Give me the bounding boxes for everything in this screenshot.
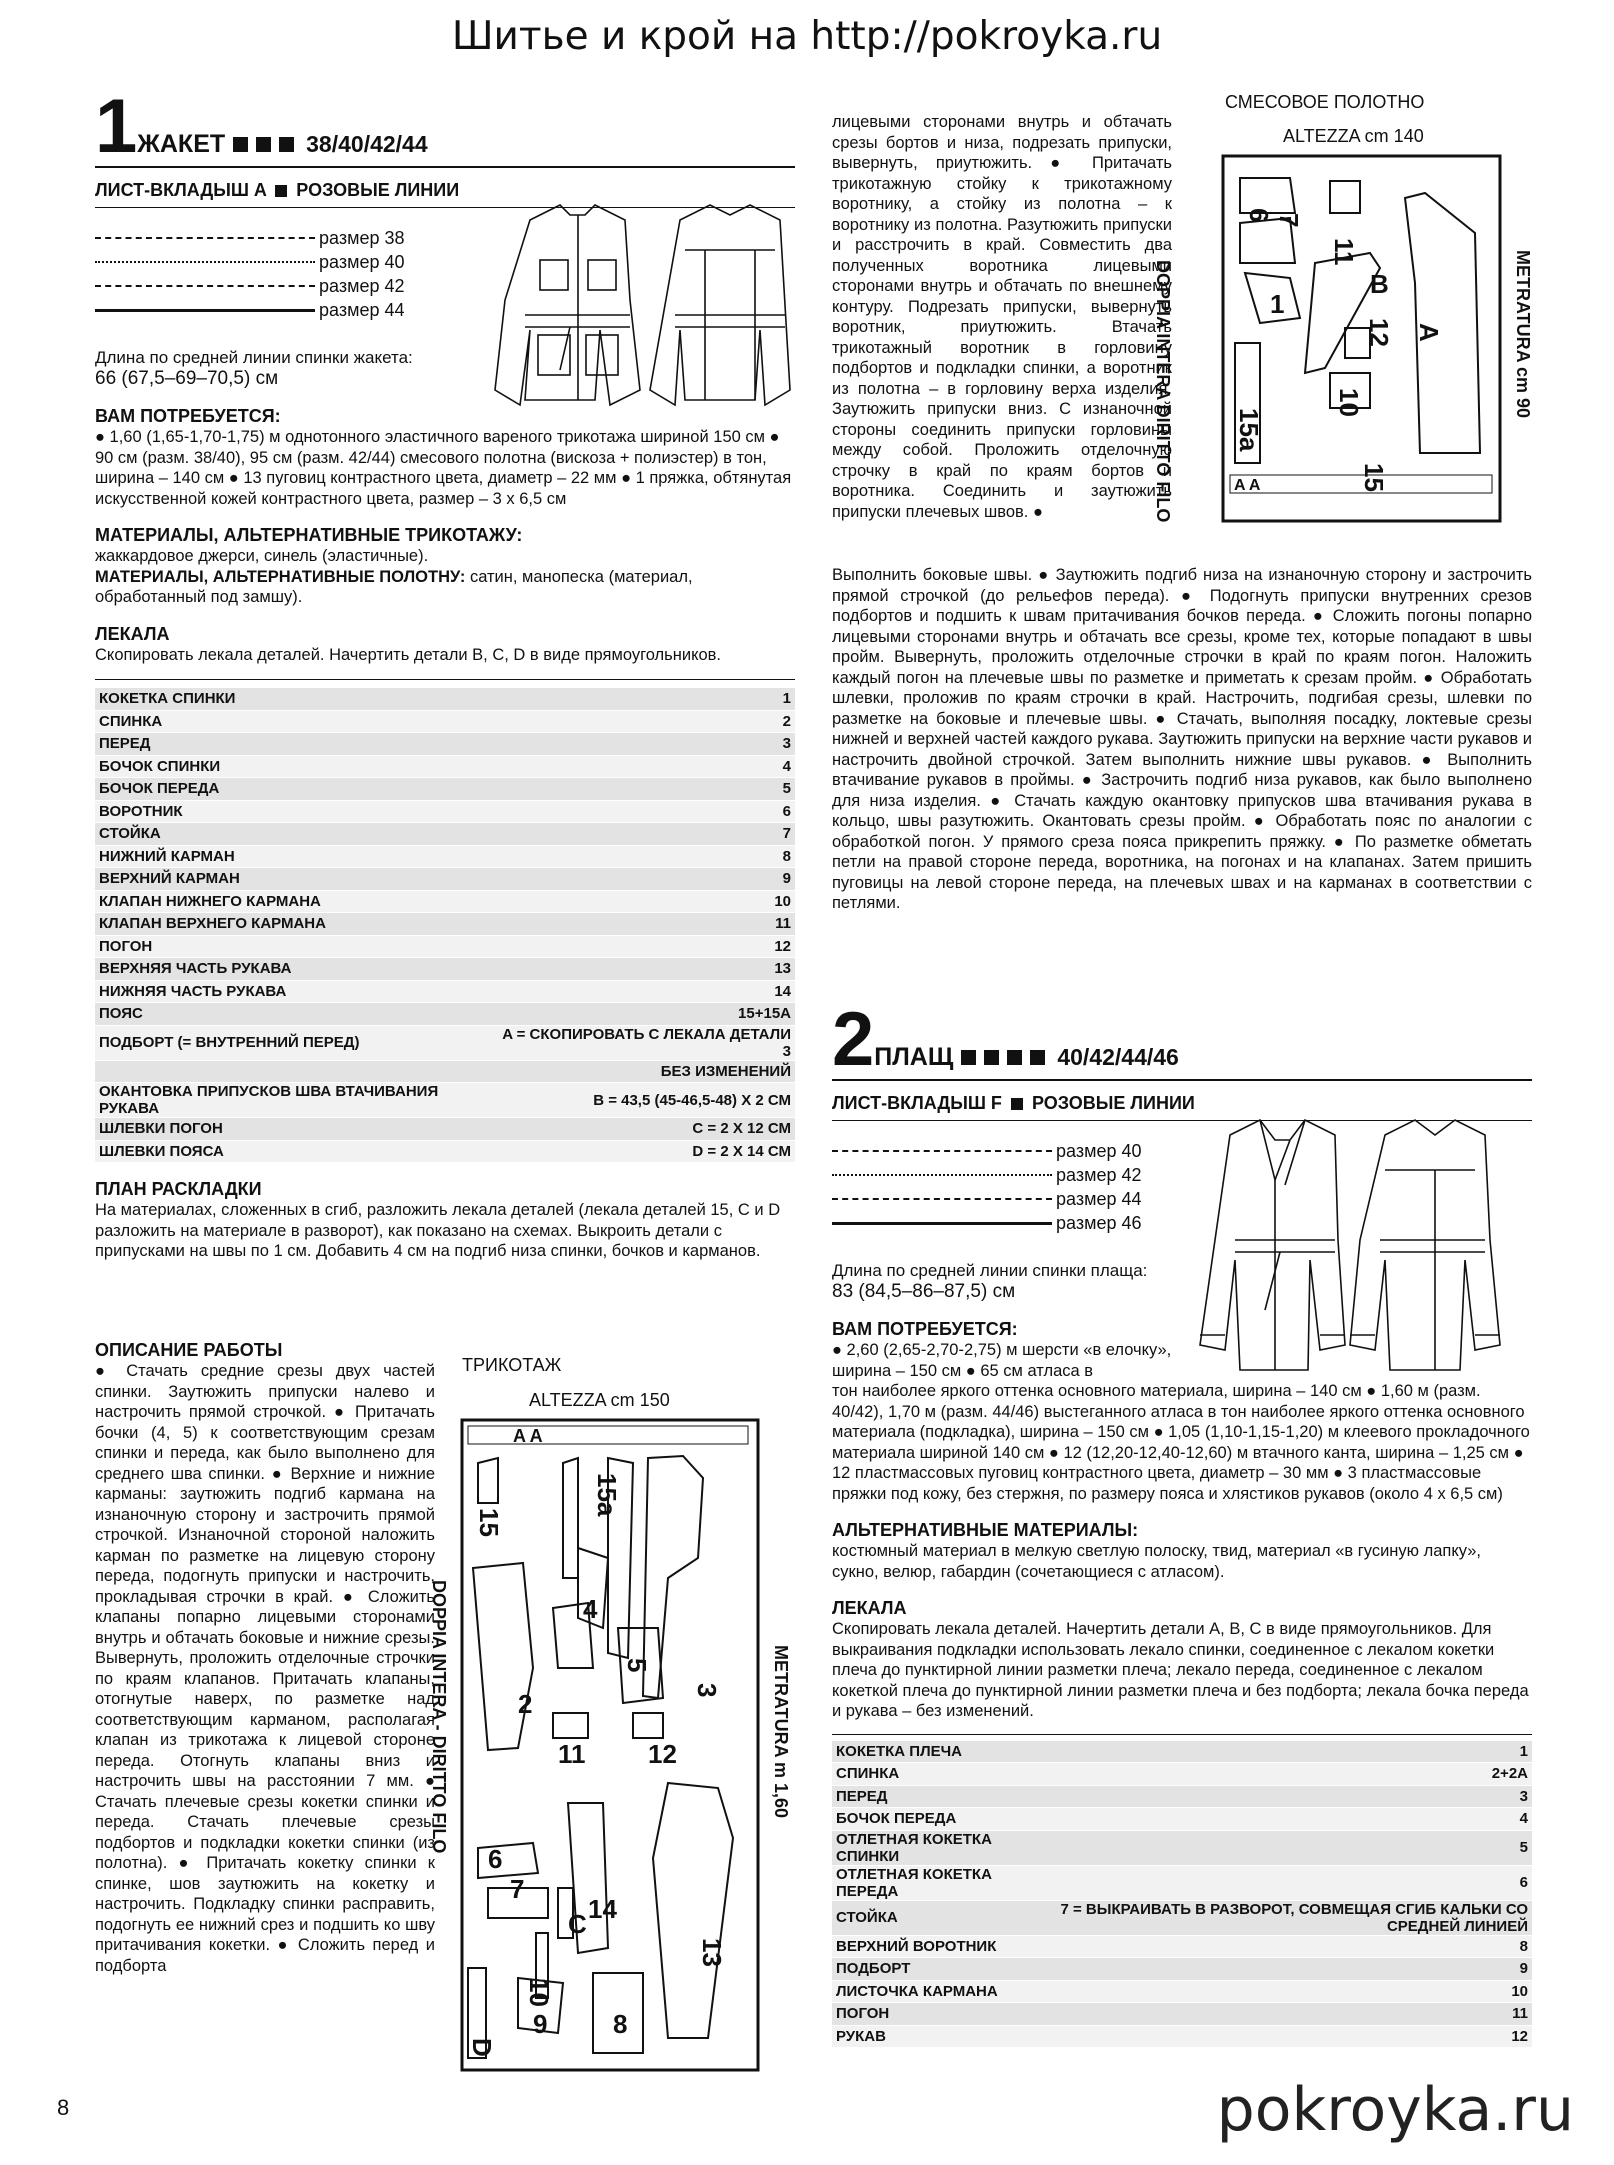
part-number: 9 [1030, 1958, 1532, 1981]
parts-row [832, 1808, 1532, 1831]
blend-layout-diagram [1220, 153, 1505, 528]
diagram2-side-label: DOPPIA INTERA DIRITTO FILO [1153, 260, 1173, 523]
part-number: 1 [494, 688, 795, 710]
divider [832, 1734, 1532, 1735]
difficulty-square-icon [961, 1050, 976, 1065]
parts-row [95, 890, 795, 913]
parts-row [95, 958, 795, 981]
length-label: Длина по средней линии спинки жакета: [95, 348, 413, 367]
plan-title: ПЛАН РАСКЛАДКИ [95, 1179, 262, 1199]
difficulty-square-icon [279, 137, 294, 152]
work-title: ОПИСАНИЕ РАБОТЫ [95, 1340, 283, 1360]
part-name: ПОДБОРТ (= ВНУТРЕННИЙ ПЕРЕД) [95, 1025, 494, 1060]
piece-label: B [1370, 269, 1389, 299]
solid-line-icon [832, 1222, 1052, 1225]
diagram1-title: ТРИКОТАЖ [462, 1355, 562, 1375]
size-range: 40/42/44/46 [1057, 1044, 1179, 1070]
insert-sheet: ЛИСТ-ВКЛАДЫШ F [832, 1093, 1002, 1113]
parts-row [95, 1083, 795, 1118]
parts-table [95, 688, 795, 1163]
need-title: ВАМ ПОТРЕБУЕТСЯ: [832, 1319, 1018, 1339]
legend-label: размер 40 [1056, 1140, 1142, 1161]
parts-row [95, 1140, 795, 1163]
part-number: B = 43,5 (45-46,5-48) X 2 СМ [494, 1083, 795, 1118]
parts-row [95, 778, 795, 801]
piece-label: 5 [622, 1658, 652, 1673]
parts-row [832, 1865, 1532, 1900]
need-title: ВАМ ПОТРЕБУЕТСЯ: [95, 406, 281, 426]
piece-label: 15a [592, 1473, 622, 1517]
section-number: 1 [95, 84, 136, 169]
part-number: 8 [1030, 1935, 1532, 1958]
parts-row [95, 1025, 795, 1060]
dash-line-icon [95, 237, 315, 239]
part-name: БОЧОК ПЕРЕДА [95, 778, 494, 801]
parts-row [95, 1060, 795, 1083]
parts-row [95, 980, 795, 1003]
length-value: 83 (84,5–86–87,5) см [832, 1281, 1016, 1302]
diagram1-length-label: METRATURA m 1,60 [771, 1645, 791, 1819]
diagram2-length-label: METRATURA cm 90 [1513, 250, 1533, 419]
piece-label: D [467, 2038, 497, 2057]
sheet-square-icon [275, 185, 287, 197]
part-number: 15+15A [494, 1003, 795, 1026]
part-name: ПОГОН [832, 2003, 1030, 2026]
sheet-square-icon [1011, 1098, 1023, 1110]
legend-label: размер 46 [1056, 1212, 1142, 1233]
work-continued-full [832, 565, 1532, 914]
piece-label: 15 [474, 1508, 504, 1537]
part-name: ОТЛЕТНАЯ КОКЕТКА ПЕРЕДА [832, 1865, 1030, 1900]
part-name: ОКАНТОВКА ПРИПУСКОВ ШВА ВТАЧИВАНИЯ РУКАВА [95, 1083, 494, 1118]
difficulty-square-icon [1030, 1050, 1045, 1065]
piece-label: 12 [648, 1739, 677, 1769]
part-name: КОКЕТКА СПИНКИ [95, 688, 494, 710]
piece-label: 9 [533, 2009, 548, 2039]
part-number: 4 [1030, 1808, 1532, 1831]
lines-color: РОЗОВЫЕ ЛИНИИ [296, 180, 460, 200]
piece-label: 6 [488, 1844, 503, 1874]
piece-label: 14 [588, 1894, 617, 1924]
part-number: 11 [1030, 2003, 1532, 2026]
part-name: БОЧОК СПИНКИ [95, 755, 494, 778]
diagram2-width: ALTEZZA cm 140 [1283, 126, 1424, 146]
legend-label: размер 38 [319, 227, 405, 248]
knit-layout-diagram [458, 1418, 763, 2075]
parts-row [95, 913, 795, 936]
alt2-text: сатин, манопеска (материал, обработанный под замшу). [95, 567, 693, 606]
part-number: 13 [494, 958, 795, 981]
piece-label: 7 [510, 1874, 525, 1904]
section-2-title [832, 997, 1532, 1082]
part-name: КОКЕТКА ПЛЕЧА [832, 1741, 1030, 1763]
need-text-a: ● 2,60 (2,65-2,70-2,75) м шерсти «в елочку», ширина – 150 см ● 65 см атласа в [832, 1341, 1172, 1380]
part-name: РУКАВ [832, 2025, 1030, 2048]
part-number: БЕЗ ИЗМЕНЕНИЙ [494, 1060, 795, 1083]
part-name: ВОРОТНИК [95, 800, 494, 823]
garment-name: ПЛАЩ [874, 1043, 954, 1071]
part-number: 3 [494, 733, 795, 756]
part-number: 14 [494, 980, 795, 1003]
part-name: ШЛЕВКИ ПОЯСА [95, 1140, 494, 1163]
parts-row [95, 755, 795, 778]
part-number: 12 [1030, 2025, 1532, 2048]
part-number: 7 = ВЫКРАИВАТЬ В РАЗВОРОТ, СОВМЕЩАЯ СГИБ КАЛЬКИ СО СРЕДНЕЙ ЛИНИЕЙ [1030, 1900, 1532, 1935]
site-footer: pokroyka.ru [1216, 2075, 1574, 2145]
piece-label: 3 [692, 1683, 722, 1698]
parts-row [832, 2003, 1532, 2026]
parts-row [95, 1118, 795, 1141]
part-number: 10 [1030, 1980, 1532, 2003]
parts-row [95, 868, 795, 891]
part-number: 2+2A [1030, 1763, 1532, 1786]
piece-label: 10 [1334, 388, 1364, 417]
legend-label: размер 44 [319, 299, 405, 320]
part-name: ПОДБОРТ [832, 1958, 1030, 1981]
difficulty-square-icon [256, 137, 271, 152]
part-name: ПЕРЕД [832, 1785, 1030, 1808]
part-name: СПИНКА [832, 1763, 1030, 1786]
dash-line-icon [832, 1150, 1052, 1152]
coat-illustration [1190, 1110, 1510, 1390]
parts-row [832, 1830, 1532, 1865]
diagram1-side-label: DOPPIA INTERA - DIRITTO FILO [429, 1580, 449, 1854]
part-number: 4 [494, 755, 795, 778]
work-text-continued: лицевыми сторонами внутрь и обтачать срезы бортов и низа, подрезать припуски, вывернуть, приутюжить. ● Притачать трикотажную стойку к трикотажному воротнику, а стойку из полотна – к воротнику из полотна. Разутюжить припуски и расстрочить в край. Совместить два полученных воротника лицевыми сторонами внутрь и обтачать по внешнему контуру. Подрезать припуски, вывернуть воротник, приутюжить. Втачать трикотажный воротник в горловину подбортов и подкладки спинки, а воротник из полотна – в горловину верха изделия. Заутюжить припуски вниз. С изнаночной стороны соединить припуски горловины между собой. Проложить отделочную строчку в край по краям бортов и воротника. Соединить и заутюжить припуски плечевых швов. ● [832, 113, 1172, 521]
piece-label: A A [1234, 477, 1261, 494]
divider [95, 679, 795, 680]
part-name: НИЖНИЙ КАРМАН [95, 845, 494, 868]
part-number: 3 [1030, 1785, 1532, 1808]
need-text: ● 1,60 (1,65-1,70-1,75) м однотонного эластичного вареного трикотажа шириной 150 см ● 90 см (разм. 38/40), 95 см (разм. 42/44) смесового полотна (вискоза + полиэстер) в тон, ширина – 140 см ● 13 пуговиц контрастного цвета, диаметр – 22 мм ● 1 пряжка, обтянутая искусственной кожей контрастного цвета, размер – 3 х 6,5 см [95, 428, 792, 508]
parts-row [95, 823, 795, 846]
piece-label: 11 [558, 1739, 586, 1769]
piece-label: 4 [583, 1594, 598, 1624]
lekala-text: Скопировать лекала деталей. Начертить детали B, C, D в виде прямоугольников. [95, 645, 722, 664]
piece-label: 10 [524, 1978, 554, 2007]
parts-row [95, 1003, 795, 1026]
parts-table [832, 1741, 1532, 2049]
part-name: ВЕРХНИЙ КАРМАН [95, 868, 494, 891]
part-name: ВЕРХНЯЯ ЧАСТЬ РУКАВА [95, 958, 494, 981]
length-value: 66 (67,5–69–70,5) см [95, 368, 279, 389]
dash-line-icon [832, 1198, 1052, 1200]
diagram2-title: СМЕСОВОЕ ПОЛОТНО [1225, 92, 1425, 112]
divider [95, 166, 795, 168]
part-number: 12 [494, 935, 795, 958]
piece-label: 7 [1274, 213, 1304, 228]
legend-label: размер 42 [319, 275, 405, 296]
alt-text: костюмный материал в мелкую светлую полоску, твид, материал «в гусиную лапку», сукно, велюр, габардин (сочетающиеся с атласом). [832, 1542, 1481, 1581]
part-name: ПОГОН [95, 935, 494, 958]
part-name [95, 1060, 494, 1083]
parts-row [95, 800, 795, 823]
part-number: 9 [494, 868, 795, 891]
lekala-text: Скопировать лекала деталей. Начертить детали A, B, C в виде прямоугольников. Для выкраивания подкладки использовать лекало спинки, соединенное с лекалом кокетки плеча до пунктирной линии разметки плеча; лекало переда, соединенное с лекалом кокеткой плеча до пунктирной линии разметки плеча и без подборта; лекала бочка переда и рукава – без изменений. [832, 1620, 1529, 1720]
diagram1-width: ALTEZZA cm 150 [529, 1390, 670, 1410]
length-label: Длина по средней линии спинки плаща: [832, 1261, 1148, 1280]
part-name: СТОЙКА [832, 1900, 1030, 1935]
lekala-title: ЛЕКАЛА [832, 1598, 907, 1618]
part-name: НИЖНЯЯ ЧАСТЬ РУКАВА [95, 980, 494, 1003]
part-name: ПОЯС [95, 1003, 494, 1026]
part-number: 5 [1030, 1830, 1532, 1865]
part-number: 11 [494, 913, 795, 936]
piece-label: A A [513, 1426, 543, 1446]
difficulty-square-icon [984, 1050, 999, 1065]
work-text-full: Выполнить боковые швы. ● Заутюжить подгиб низа на изнаночную сторону и застрочить прямой строчкой (до рельефов переда). ● Подогнуть припуски внутренних срезов подбортов и подшить к швам притачивания бочков переда. ● Сложить погоны попарно лицевыми сторонами внутрь и обтачать все срезы, кроме тех, которые попадают в швы пройм. Вывернуть, проложить отделочные строчки в край по краям погон. Наложить каждый погон на плечевые швы по разметке и приметать к срезам пройм. ● Обработать шлевки, проложив по краям строчки в край. Настрочить, подгибая срезы, шлевки по разметке на боковые и плечевые швы. ● Стачать, выполняя посадку, локтевые срезы нижней и верхней частей каждого рукава. Заутюжить припуски на верхние части рукавов и настрочить двойной строчкой. Затем выполнить нижние швы рукавов. ● Выполнить втачивание рукавов в проймы. ● Застрочить подгиб низа рукавов, как было выполнено для низа изделия. ● Стачать каждую окантовку припусков шва втачивания рукава в кольцо, швы разутюжить. Окантовать срезы пройм. ● Обработать пояс по аналогии с обработкой погон. У прямого среза пояса прикрепить пряжку. ● По разметке обметать петли на правой стороне переда, воротника, на погонах и на клапанах. Затем пришить пуговицы на левой стороне переда, на плечевых швах и на карманах в соответствии с петлями. [832, 566, 1532, 912]
part-name: ШЛЕВКИ ПОГОН [95, 1118, 494, 1141]
parts-row [95, 845, 795, 868]
legend-label: размер 42 [1056, 1164, 1142, 1185]
lines-color: РОЗОВЫЕ ЛИНИИ [1031, 1093, 1195, 1113]
part-number: 8 [494, 845, 795, 868]
part-name: БОЧОК ПЕРЕДА [832, 1808, 1030, 1831]
part-name: ВЕРХНИЙ ВОРОТНИК [832, 1935, 1030, 1958]
work-continued [832, 112, 1172, 522]
part-name: КЛАПАН НИЖНЕГО КАРМАНА [95, 890, 494, 913]
piece-label: 6 [1244, 208, 1274, 223]
part-number: 2 [494, 710, 795, 733]
garment-name: ЖАКЕТ [137, 130, 226, 158]
need-text-b: тон наиболее яркого оттенка основного материала, ширина – 140 см ● 1,60 м (разм. 40/42), 1,70 м (разм. 44/46) выстеганного атласа в тон наиболее яркого оттенка основного материала (подкладка), ширина – 150 см ● 1,05 (1,10-1,15-1,20) м клеевого прокладочного материала шириной 140 см ● 12 (12,20-12,40-12,60) м втачного канта, ширина – 1,25 см ● 12 пластмассовых пуговиц контрастного цвета, диаметр – 30 мм ● 3 пластмассовые пряжки под кожу, без стержня, по размеру пояса и хлястиков рукавов (около 4 х 6,5 см) [832, 1382, 1530, 1503]
work-description [95, 1340, 435, 1976]
piece-label: 13 [697, 1938, 727, 1967]
alt-text: жаккардовое джерси, синель (эластичные). [95, 547, 429, 565]
alt-title: АЛЬТЕРНАТИВНЫЕ МАТЕРИАЛЫ: [832, 1520, 1139, 1540]
part-name: СТОЙКА [95, 823, 494, 846]
section-1-title [95, 84, 795, 169]
part-number: A = СКОПИРОВАТЬ С ЛЕКАЛА ДЕТАЛИ 3 [494, 1025, 795, 1060]
dot-line-icon [95, 261, 315, 263]
plan-text: На материалах, сложенных в сгиб, разложить лекала деталей (лекала деталей 15, C и D разложить на материале в разворот), как показано на схемах. Выкроить детали с припусками на швы по 1 см. Добавить 4 см на подгиб низа спинки, бочков и карманов. [95, 1201, 781, 1260]
part-number: 6 [1030, 1865, 1532, 1900]
legend-label: размер 44 [1056, 1188, 1142, 1209]
size-range: 38/40/42/44 [306, 131, 428, 157]
piece-label: A [1414, 323, 1444, 342]
page-number: 8 [57, 2095, 70, 2120]
parts-row [832, 1958, 1532, 1981]
parts-row [95, 688, 795, 710]
piece-label: 2 [518, 1689, 533, 1719]
part-number: 10 [494, 890, 795, 913]
divider [832, 1079, 1532, 1081]
parts-row [832, 1935, 1532, 1958]
piece-label: 15a [1234, 408, 1264, 452]
parts-row [832, 1741, 1532, 1763]
parts-row [95, 710, 795, 733]
solid-line-icon [95, 309, 315, 312]
piece-label: 12 [1364, 318, 1394, 347]
piece-label: 8 [613, 2009, 628, 2039]
piece-label: 15 [1359, 463, 1389, 492]
piece-label: 11 [1329, 238, 1359, 266]
part-number: 1 [1030, 1741, 1532, 1763]
jacket-illustration [490, 190, 800, 425]
site-header: Шитье и крой на http://pokroyka.ru [451, 14, 1163, 59]
part-number: D = 2 X 14 СМ [494, 1140, 795, 1163]
lekala-title: ЛЕКАЛА [95, 623, 170, 644]
part-name: СПИНКА [95, 710, 494, 733]
dot-line-icon [832, 1174, 1052, 1176]
piece-label: 1 [1270, 289, 1285, 319]
parts-row [832, 1980, 1532, 2003]
parts-row [832, 2025, 1532, 2048]
part-name: ЛИСТОЧКА КАРМАНА [832, 1980, 1030, 2003]
difficulty-square-icon [1007, 1050, 1022, 1065]
part-number: 6 [494, 800, 795, 823]
parts-row [832, 1900, 1532, 1935]
part-number: C = 2 X 12 СМ [494, 1118, 795, 1141]
difficulty-square-icon [233, 137, 248, 152]
piece-label: C [568, 1909, 587, 1939]
legend-label: размер 40 [319, 251, 405, 272]
parts-row [95, 935, 795, 958]
insert-sheet: ЛИСТ-ВКЛАДЫШ A [95, 180, 267, 200]
part-name: ОТЛЕТНАЯ КОКЕТКА СПИНКИ [832, 1830, 1030, 1865]
part-name: ПЕРЕД [95, 733, 494, 756]
section-number: 2 [832, 997, 873, 1082]
alt-title: МАТЕРИАЛЫ, АЛЬТЕРНАТИВНЫЕ ТРИКОТАЖУ: [95, 525, 523, 545]
part-number: 7 [494, 823, 795, 846]
alt2-title: МАТЕРИАЛЫ, АЛЬТЕРНАТИВНЫЕ ПОЛОТНУ: [95, 567, 466, 586]
dash-line-icon [95, 285, 315, 287]
parts-row [832, 1785, 1532, 1808]
part-name: КЛАПАН ВЕРХНЕГО КАРМАНА [95, 913, 494, 936]
parts-row [832, 1763, 1532, 1786]
work-text: ● Стачать средние срезы двух частей спинки. Заутюжить припуски налево и настрочить прямой строчкой. ● Притачать бочки (4, 5) к соответствующим срезам спинки и переда, как было выполнено для среднего шва спинки. ● Верхние и нижние карманы: заутюжить подгиб кармана на изнаночную сторону и застрочить прямой строчкой. Изнаночной стороной наложить карман по разметке на лицевую сторону переда, подогнуть припуски и настрочить, прокладывая строчки в край. ● Сложить клапаны попарно лицевыми сторонами внутрь и обтачать боковые и нижние срезы. Вывернуть, проложить отделочные строчки по краям клапанов. Притачать клапаны, отогнутые наверх, по разметке над соответствующим карманом, располагая клапан из трикотажа к лицевой стороне переда. Отогнуть клапаны вниз и настрочить швы на расстоянии 7 мм. ● Стачать плечевые срезы кокетки спинки и переда. Стачать плечевые срезы подбортов и подкладки кокетки спинки (из полотна). ● Притачать кокетку спинки к спинке, шов заутюжить на кокетку и настрочить. Подкладку спинки расправить, подогнуть ее нижний срез и подшить ко шву притачивания кокетки. ● Сложить перед и подборта [95, 1362, 435, 1975]
alt2-paragraph [95, 567, 795, 608]
parts-row [95, 733, 795, 756]
part-number: 5 [494, 778, 795, 801]
